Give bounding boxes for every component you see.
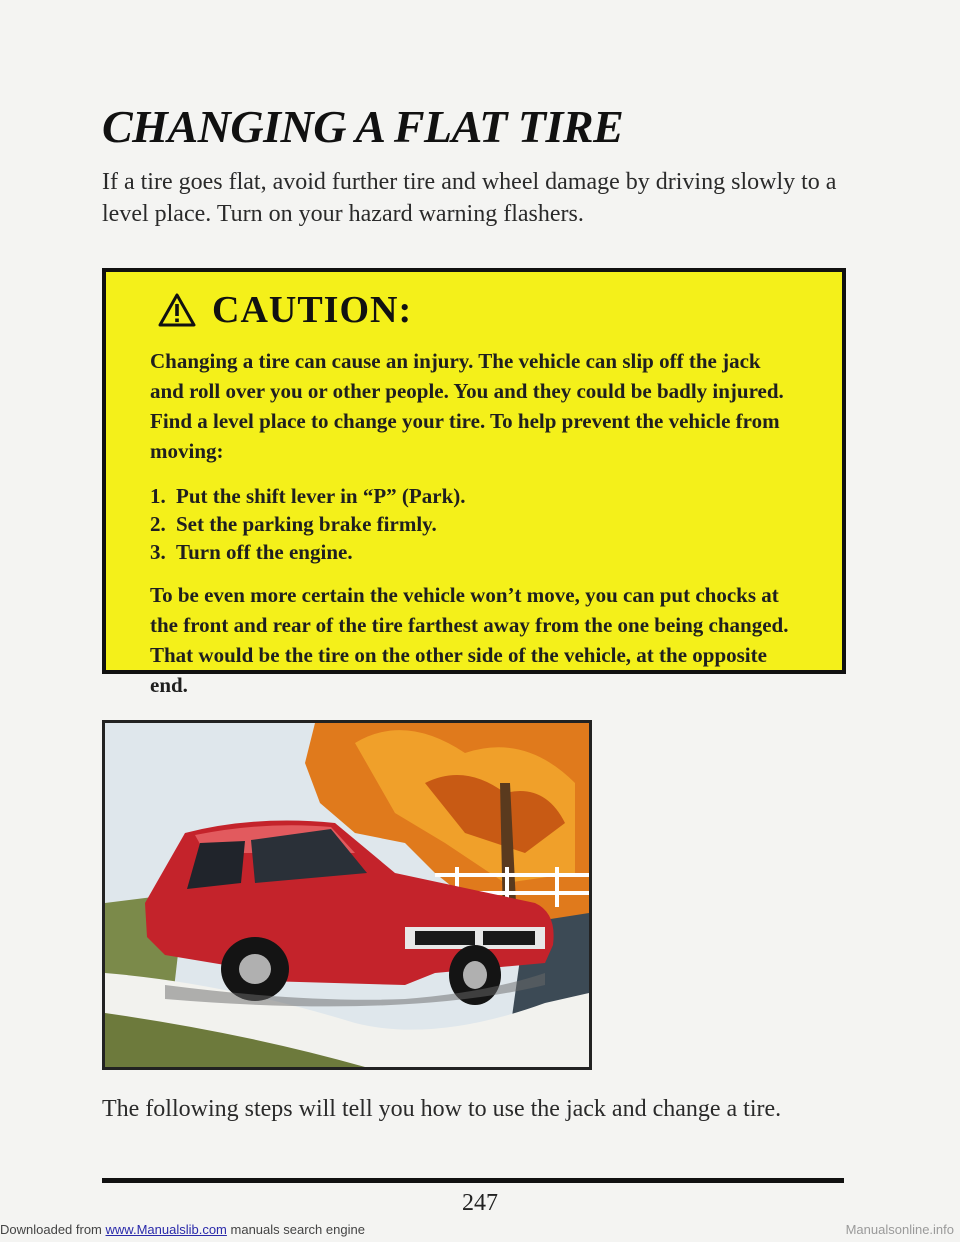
manualslib-link[interactable]: www.Manualslib.com bbox=[105, 1222, 227, 1237]
caution-steps bbox=[150, 482, 798, 566]
watermark-text: Manualsonline.info bbox=[845, 1222, 954, 1237]
car-illustration bbox=[102, 720, 592, 1070]
download-banner: Downloaded from www.Manualslib.com manuals search engine bbox=[0, 1222, 365, 1237]
page-number: 247 bbox=[462, 1190, 498, 1216]
page-title: CHANGING A FLAT TIRE bbox=[102, 101, 624, 152]
car-on-roadside-illustration-icon bbox=[105, 723, 589, 1067]
caution-box bbox=[102, 268, 846, 697]
intro-paragraph: If a tire goes flat, avoid further tire and wheel damage by driving slowly to a level place. Turn on your hazard warning flashers. bbox=[102, 169, 837, 227]
list-item: 2. Set the parking brake firmly. bbox=[150, 512, 437, 536]
list-item: 3. Turn off the engine. bbox=[150, 540, 353, 564]
warning-triangle-icon bbox=[158, 293, 196, 327]
caution-paragraph-1: Changing a tire can cause an injury. The vehicle can slip off the jack and roll over you or other people. You and they could be badly injured. Find a level place to change your tire. To help prevent the vehicle from moving: bbox=[150, 349, 784, 463]
footer-paragraph: The following steps will tell you how to use the jack and change a tire. bbox=[102, 1096, 782, 1122]
list-item: 1. Put the shift lever in “P” (Park). bbox=[150, 484, 466, 508]
caution-heading: CAUTION: bbox=[212, 289, 413, 331]
footer-rule bbox=[102, 1178, 844, 1183]
caution-paragraph-2: To be even more certain the vehicle won’t move, you can put chocks at the front and rear of the tire farthest away from the one being changed. That would be the tire on the other side of the vehicle, at the opposite end. bbox=[150, 583, 789, 697]
caution-header bbox=[158, 288, 798, 332]
